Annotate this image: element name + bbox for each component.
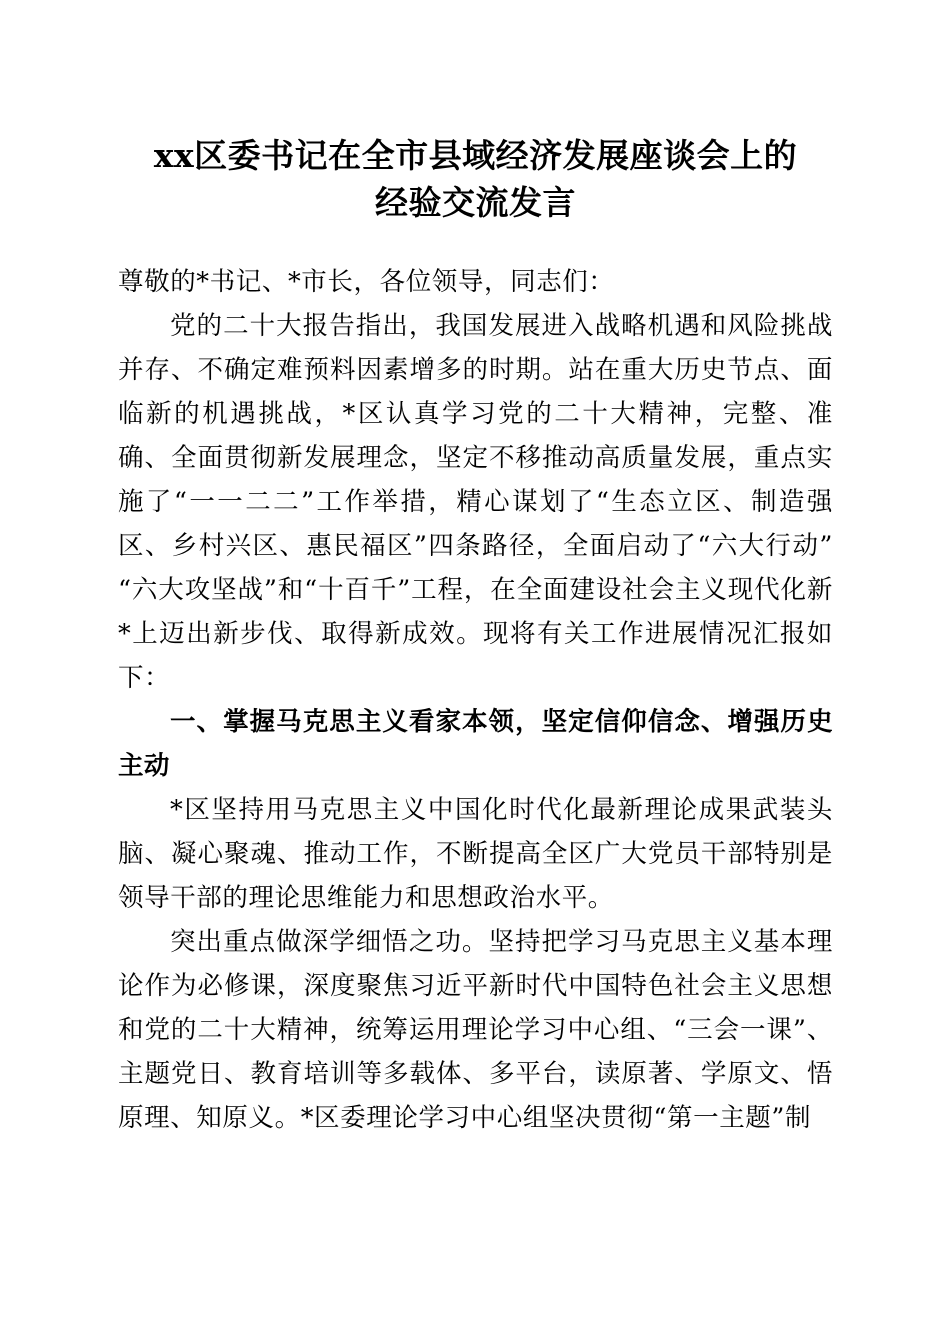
section-1-paragraph-2: 突出重点做深学细悟之功。坚持把学习马克思主义基本理论作为必修课，深度聚焦习近平新时代中国特色社会主义思想和党的二十大精神，统筹运用理论学习中心组、“三会一课”、主题党日、教育培训等多载体、多平台，读原著、学原文、悟原理、知原义。*区委理论学习中心组坚决贯彻“第一主题”制	[118, 927, 833, 1133]
section-1-heading: 一、掌握马克思主义看家本领，坚定信仰信念、增强历史主动	[118, 708, 833, 780]
salutation-paragraph: 尊敬的*书记、*市长，各位领导，同志们：	[118, 267, 615, 297]
document-title-line-1: xx区委书记在全市县域经济发展座谈会上的	[153, 136, 798, 175]
section-1-paragraph-1: *区坚持用马克思主义中国化时代化最新理论成果武装头脑、凝心聚魂、推动工作，不断提高全区广大党员干部特别是领导干部的理论思维能力和思想政治水平。	[118, 795, 833, 913]
document-title	[118, 0, 833, 226]
intro-paragraph: 党的二十大报告指出，我国发展进入战略机遇和风险挑战并存、不确定难预料因素增多的时期。站在重大历史节点、面临新的机遇挑战，*区认真学习党的二十大精神，完整、准确、全面贯彻新发展理念，坚定不移推动高质量发展，重点实施了“一一二二”工作举措，精心谋划了“生态立区、制造强区、乡村兴区、惠民福区”四条路径，全面启动了“六大行动”“六大攻坚战”和“十百千”工程，在全面建设社会主义现代化新*上迈出新步伐、取得新成效。现将有关工作进展情况汇报如下：	[118, 311, 833, 693]
document-content	[118, 0, 833, 1140]
document-title-line-2: 经验交流发言	[375, 183, 576, 222]
title-body-spacer	[118, 226, 833, 260]
